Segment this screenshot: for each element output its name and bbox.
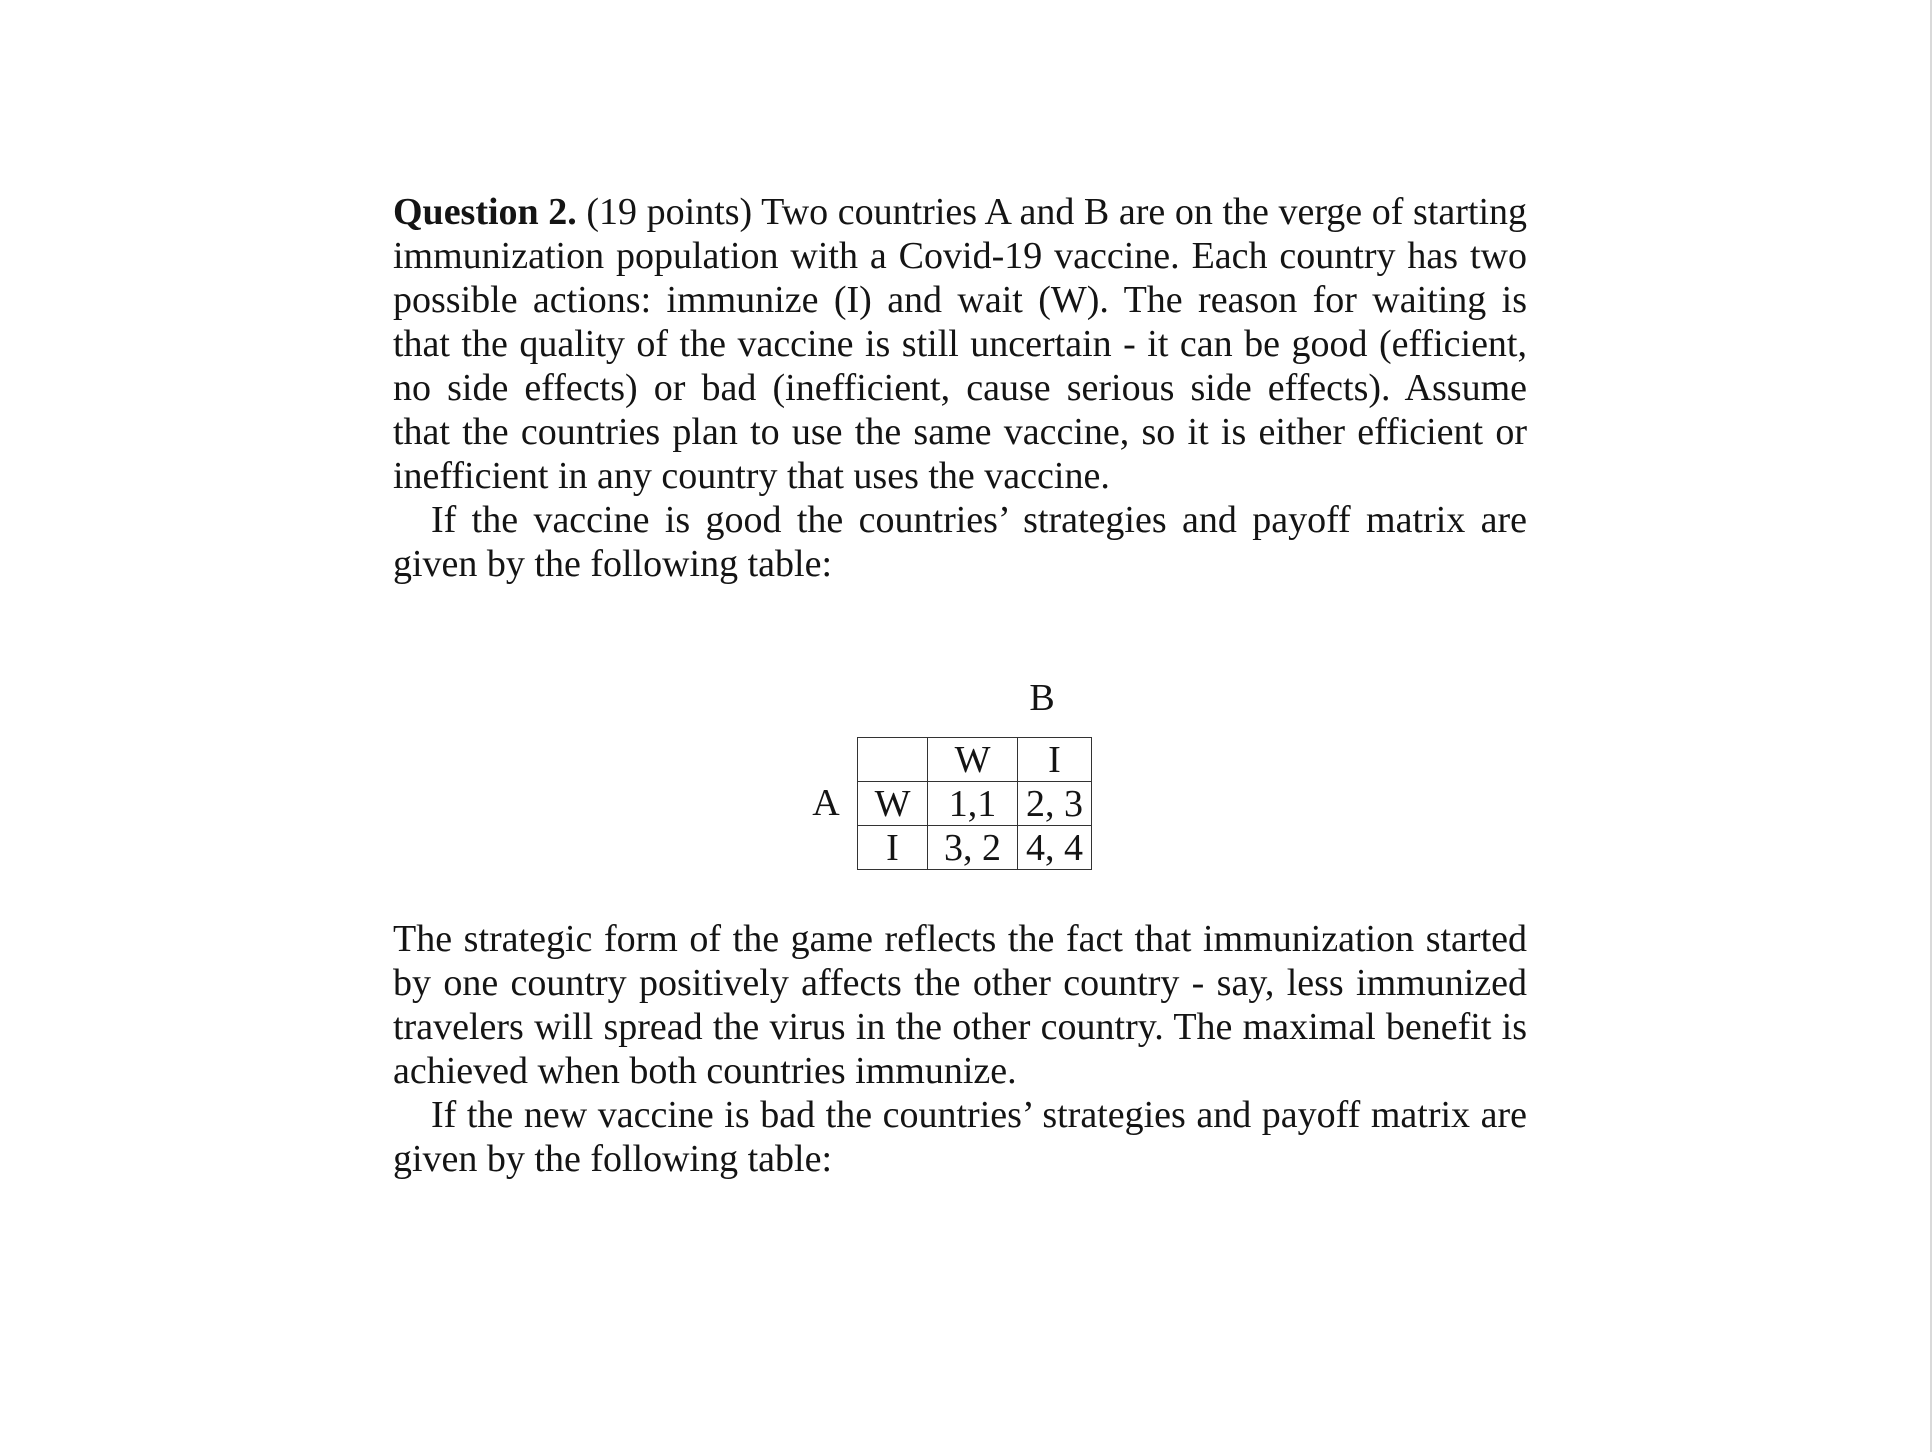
row-player-label: A xyxy=(812,782,840,824)
matrix-corner-cell xyxy=(858,738,928,782)
column-player-label: B xyxy=(1029,677,1055,719)
row-header-i: I xyxy=(858,826,928,870)
matrix-row-i xyxy=(858,826,1092,870)
question-body xyxy=(393,190,1527,586)
payoff-cell-w-i: 2, 3 xyxy=(1018,782,1092,826)
strategic-form-paragraph: The strategic form of the game reflects the fact that immunization started by one country positively affects the other country - say, less immunized travelers will spread the virus in the other country. The maximal benefit is achieved when both countries immunize. xyxy=(393,918,1527,1092)
bad-vaccine-intro: If the new vaccine is bad the countries’ strategies and payoff matrix are given by the following table: xyxy=(393,1094,1527,1180)
row-header-w: W xyxy=(858,782,928,826)
question-body-continued xyxy=(393,917,1527,1181)
payoff-cell-i-w: 3, 2 xyxy=(928,826,1018,870)
payoff-cell-i-i: 4, 4 xyxy=(1018,826,1092,870)
payoff-matrix-table xyxy=(857,737,1092,870)
good-vaccine-intro: If the vaccine is good the countries’ strategies and payoff matrix are given by the following table: xyxy=(393,499,1527,585)
question-paragraph xyxy=(393,190,1527,498)
matrix-header-row xyxy=(858,738,1092,782)
column-header-i: I xyxy=(1018,738,1092,782)
column-header-w: W xyxy=(928,738,1018,782)
matrix-row-w xyxy=(858,782,1092,826)
question-points: (19 points) xyxy=(586,191,753,233)
question-intro-text: Two countries A and B are on the verge of starting immunization population with a Covid-19 vaccine. Each country has two possible actions: immunize (I) and wait (W). The reason for waiting is that the quality of the vaccine is still uncertain - it can be good (efficient, no side effects) or bad (inefficient, cause serious side effects). Assume that the countries plan to use the same vaccine, so it is either efficient or inefficient in any country that uses the vaccine. xyxy=(393,191,1527,497)
question-label: Question 2. xyxy=(393,191,577,233)
payoff-cell-w-w: 1,1 xyxy=(928,782,1018,826)
